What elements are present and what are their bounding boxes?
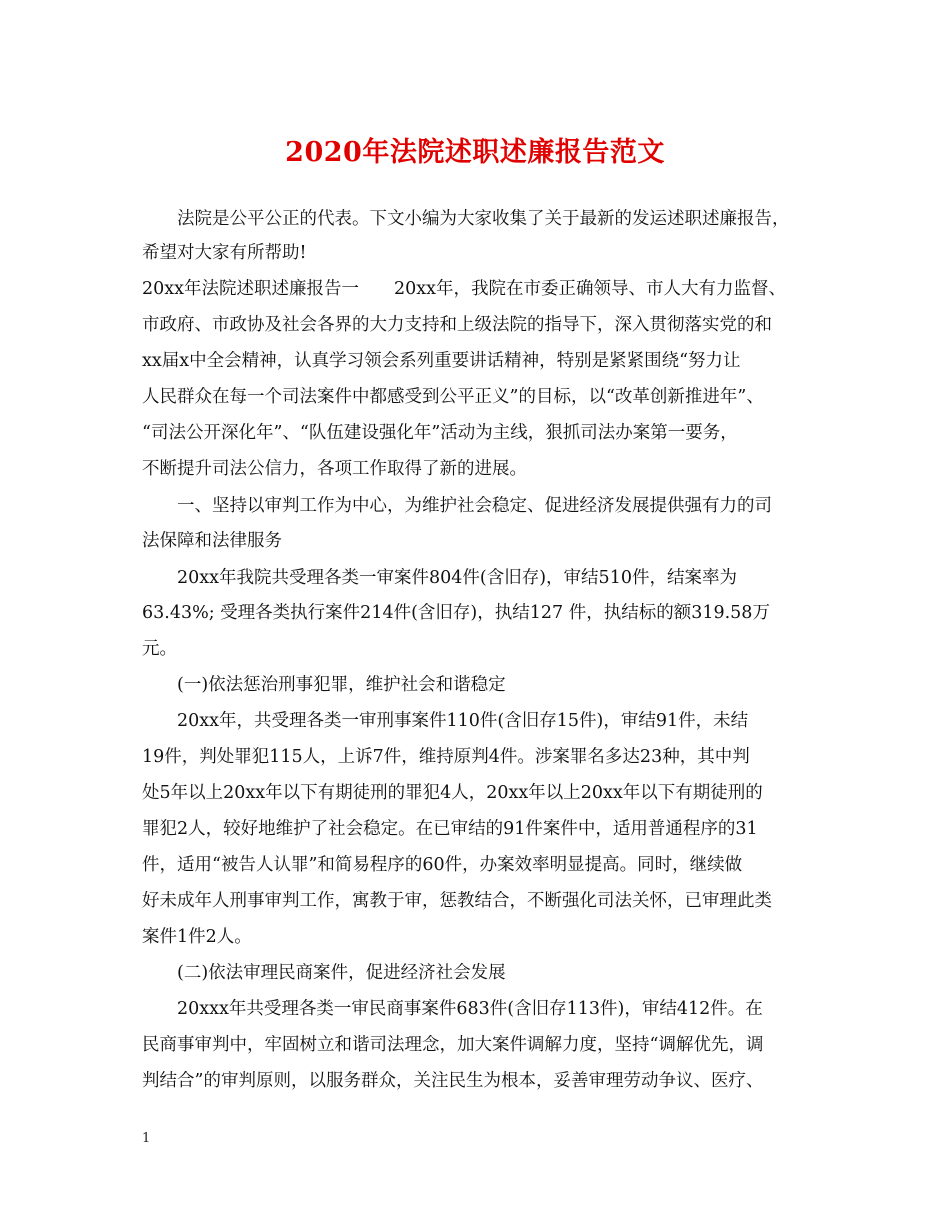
section-heading: 法保障和法律服务 <box>142 531 282 551</box>
body-line: 20xx年法院述职述廉报告一 20xx年，我院在市委正确领导、市人大有力监督、 <box>142 279 787 299</box>
body-line: 处5年以上20xx年以下有期徒刑的罪犯4人，20xx年以上20xx年以下有期徒刑的 <box>142 783 763 803</box>
body-line: “司法公开深化年”、“队伍建设强化年”活动为主线，狠抓司法办案第一要务， <box>142 423 738 443</box>
body-line: 案件1件2人。 <box>142 927 252 947</box>
body-line: 民商事审判中，牢固树立和谐司法理念，加大案件调解力度，坚持“调解优先，调 <box>142 1035 764 1055</box>
subsection-heading: (一)依法惩治刑事犯罪，维护社会和谐稳定 <box>142 675 506 695</box>
body-line: 63.43%; 受理各类执行案件214件(含旧存)，执结127 件，执结标的额319.58万 <box>142 603 770 623</box>
body-line: 不断提升司法公信力，各项工作取得了新的进展。 <box>142 459 527 479</box>
document-title: 2020年法院述职述廉报告范文 <box>285 137 665 168</box>
subsection-heading: (二)依法审理民商案件，促进经济社会发展 <box>142 963 506 983</box>
body-line: 人民群众在每一个司法案件中都感受到公平正义”的目标，以“改革创新推进年”、 <box>142 387 764 407</box>
body-line: 20xxx年共受理各类一审民商事案件683件(含旧存113件)，审结412件。在 <box>142 999 763 1019</box>
body-line: 19件，判处罪犯115人，上诉7件，维持原判4件。涉案罪名多达23种，其中判 <box>142 747 750 767</box>
body-line: 希望对大家有所帮助! <box>142 243 307 263</box>
body-line: 市政府、市政协及社会各界的大力支持和上级法院的指导下，深入贯彻落实党的和 <box>142 315 772 335</box>
body-line: 法院是公平公正的代表。下文小编为大家收集了关于最新的发运述职述廉报告， <box>142 209 790 229</box>
body-line: 元。 <box>142 639 177 659</box>
body-line: 20xx年我院共受理各类一审案件804件(含旧存)，审结510件，结案率为 <box>142 568 737 588</box>
body-line: 20xx年，共受理各类一审刑事案件110件(含旧存15件)，审结91件，未结 <box>142 711 749 731</box>
body-line: 好未成年人刑事审判工作，寓教于审，惩教结合，不断强化司法关怀，已审理此类 <box>142 891 772 911</box>
body-line: xx届x中全会精神，认真学习领会系列重要讲话精神，特别是紧紧围绕“努力让 <box>142 351 741 371</box>
section-heading: 一、坚持以审判工作为中心，为维护社会稳定、促进经济发展提供强有力的司 <box>142 496 772 516</box>
page-number: 1 <box>142 1131 151 1146</box>
body-line: 罪犯2人，较好地维护了社会稳定。在已审结的91件案件中，适用普通程序的31 <box>142 819 758 839</box>
body-line: 件，适用“被告人认罪”和简易程序的60件，办案效率明显提高。同时，继续做 <box>142 855 743 875</box>
body-line: 判结合”的审判原则，以服务群众，关注民生为根本，妥善审理劳动争议、医疗、 <box>142 1071 764 1091</box>
